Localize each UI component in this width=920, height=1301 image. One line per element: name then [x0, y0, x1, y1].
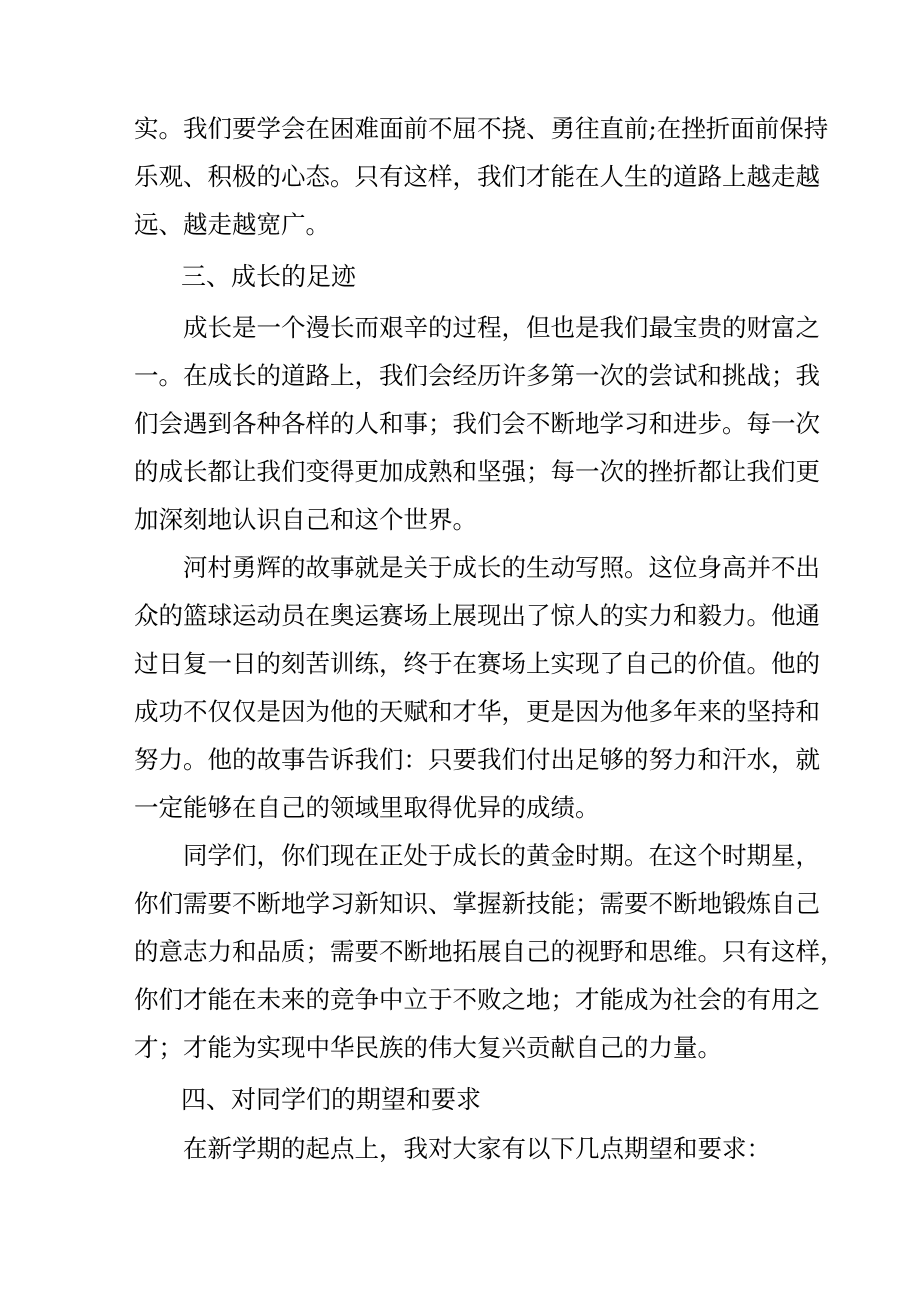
paragraph-line: 同学们，你们现在正处于成长的黄金时期。在这个时期星，: [183, 841, 820, 870]
paragraph-line: 成长是一个漫长而艰辛的过程，但也是我们最宝贵的财富之: [183, 313, 820, 342]
paragraph-line: 你们需要不断地学习新知识、掌握新技能；需要不断地锻炼自己: [134, 889, 820, 918]
paragraph-line: 的意志力和品质；需要不断地拓展自己的视野和思维。只有这样，: [134, 937, 845, 966]
paragraph-line: 加深刻地认识自己和这个世界。: [134, 505, 477, 534]
paragraph-line: 一。在成长的道路上，我们会经历许多第一次的尝试和挑战；我: [134, 361, 820, 390]
paragraph-line: 才；才能为实现中华民族的伟大复兴贡献自己的力量。: [134, 1033, 722, 1062]
paragraph-line: 你们才能在未来的竞争中立于不败之地；才能成为社会的有用之: [134, 985, 820, 1014]
paragraph-line: 远、越走越宽广。: [134, 210, 330, 239]
paragraph-line: 一定能够在自己的领域里取得优异的成绩。: [134, 793, 600, 822]
paragraph-line: 实。我们要学会在困难面前不屈不挠、勇往直前;在挫折面前保持: [134, 114, 829, 143]
paragraph-line: 河村勇辉的故事就是关于成长的生动写照。这位身高并不出: [183, 553, 820, 582]
section-heading: 三、成长的足迹: [181, 262, 357, 291]
paragraph-line: 众的篮球运动员在奥运赛场上展现出了惊人的实力和毅力。他通: [134, 601, 820, 630]
paragraph-line: 们会遇到各种各样的人和事；我们会不断地学习和进步。每一次: [134, 409, 820, 438]
paragraph-line: 乐观、积极的心态。只有这样，我们才能在人生的道路上越走越: [134, 162, 820, 191]
paragraph-line: 在新学期的起点上，我对大家有以下几点期望和要求：: [183, 1134, 771, 1163]
paragraph-line: 的成长都让我们变得更加成熟和坚强；每一次的挫折都让我们更: [134, 457, 820, 486]
paragraph-line: 过日复一日的刻苦训练，终于在赛场上实现了自己的价值。他的: [134, 649, 820, 678]
paragraph-line: 努力。他的故事告诉我们：只要我们付出足够的努力和汗水，就: [134, 745, 820, 774]
paragraph-line: 成功不仅仅是因为他的天赋和才华，更是因为他多年来的坚持和: [134, 697, 820, 726]
section-heading: 四、对同学们的期望和要求: [181, 1085, 482, 1114]
